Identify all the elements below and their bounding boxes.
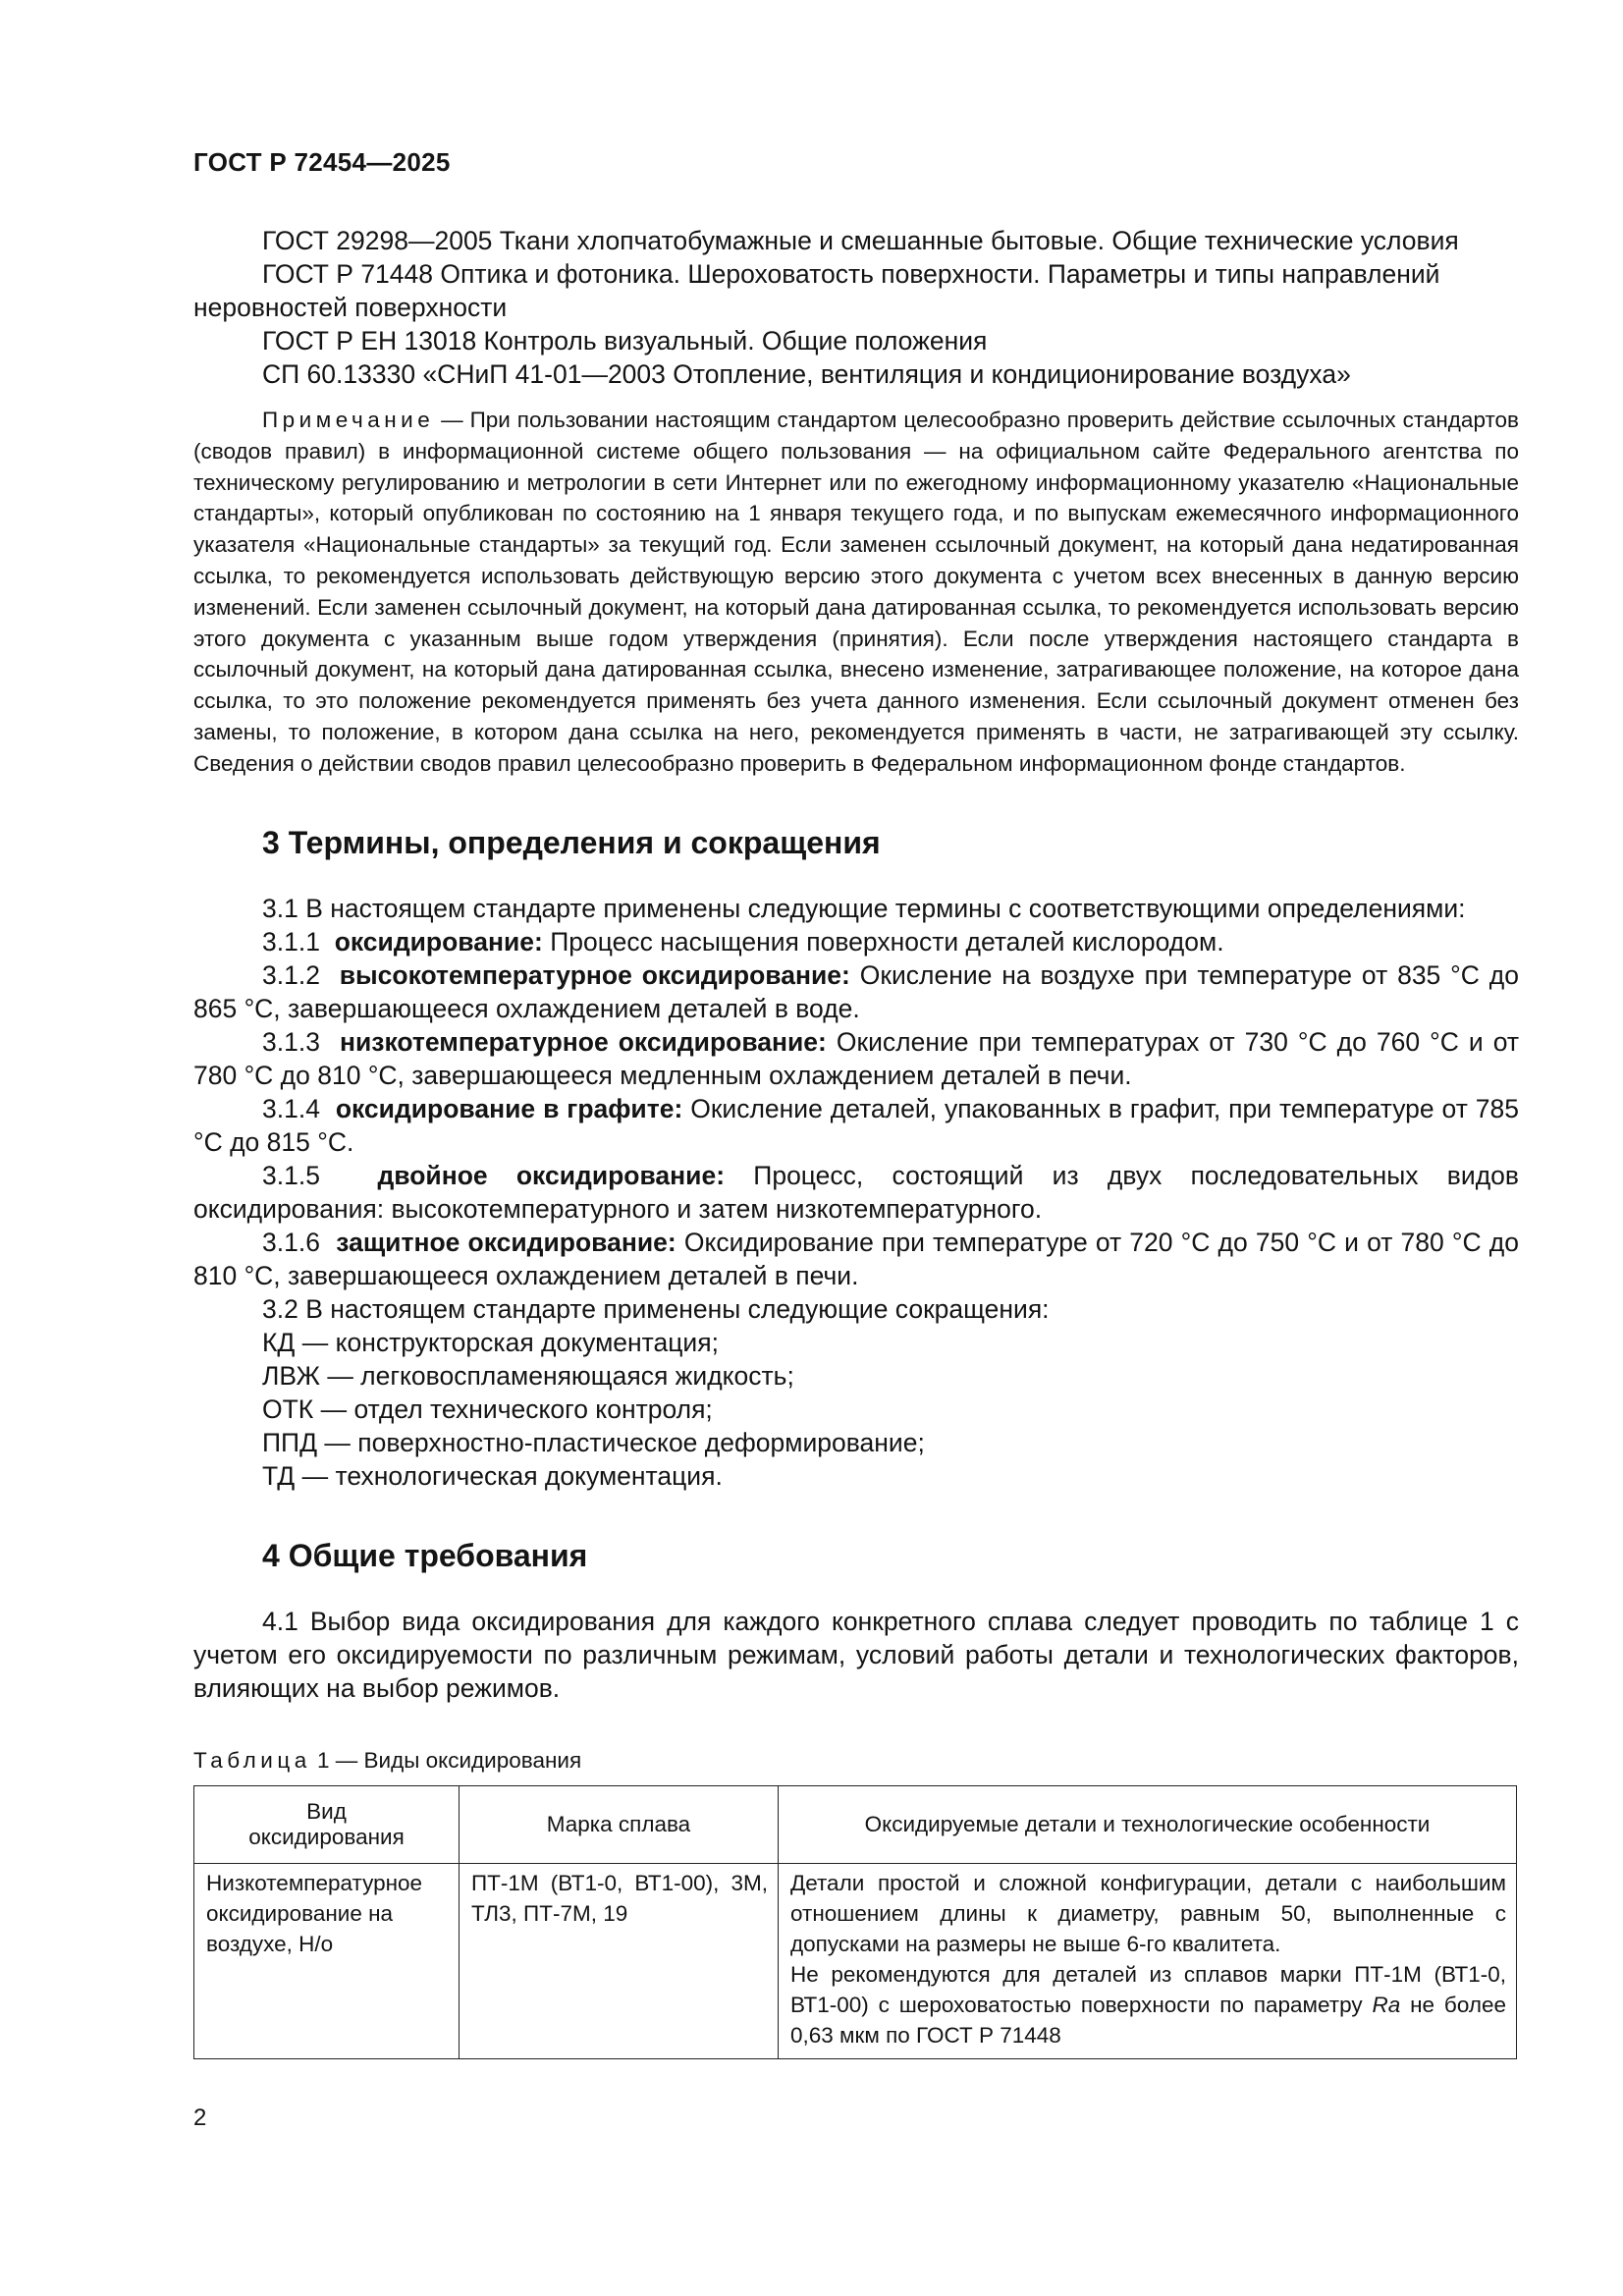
term-name: оксидирование: xyxy=(334,926,543,957)
term-name: защитное оксидирование: xyxy=(336,1227,676,1257)
table-caption-label: Таблица xyxy=(193,1747,311,1773)
reference-item: СП 60.13330 «СНиП 41-01—2003 Отопление, вентиляция и кондиционирование воздуха» xyxy=(262,359,1351,389)
description-text: Не рекомендуются для деталей из сплавов марки ПТ-1М (ВТ1-0, ВТ1-00) с шероховатостью поверхности по параметру xyxy=(790,1961,1506,2017)
description-part: Детали простой и сложной конфигурации, детали с наибольшим отношением длины к диаметру, равным 50, выполненные с допусками на размеры не выше 6-го квалитета. xyxy=(790,1870,1506,1956)
term-definition: Оксидирование при температуре от 720 °С до 750 °С и от 780 °С до 810 °С, завершающееся охлаждением деталей в печи. xyxy=(193,1227,1519,1290)
term-number: 3.1.5 xyxy=(262,1160,320,1190)
term-definition: Окисление деталей, упакованных в графит, при температуре от 785 °С до 815 °С. xyxy=(193,1093,1519,1157)
section-4-paragraph: 4.1 Выбор вида оксидирования для каждого конкретного сплава следует проводить по таблице 1 с учетом его оксидируемости по различным режимам, условий работы детали и технологических факторов, влияющих на выбор режимов. xyxy=(193,1606,1519,1703)
term-name: высокотемпературное оксидирование: xyxy=(339,959,850,990)
term-definition: Процесс насыщения поверхности деталей кислородом. xyxy=(542,926,1224,957)
table-caption-title: 1 — Виды оксидирования xyxy=(310,1747,582,1773)
term-name: низкотемпературное оксидирование: xyxy=(340,1026,827,1057)
table-header-row xyxy=(194,1785,1517,1863)
term-definition: Процесс, состоящий из двух последовательных видов оксидирования: высокотемпературного и затем низкотемпературного. xyxy=(193,1160,1519,1224)
reference-item: ГОСТ 29298—2005 Ткани хлопчатобумажные и смешанные бытовые. Общие технические условия xyxy=(262,226,1459,255)
table-header-cell: Марка сплава xyxy=(460,1785,779,1863)
table-header-cell: Вид оксидирования xyxy=(194,1785,460,1863)
table-row xyxy=(194,1863,1517,2058)
term-name: двойное оксидирование: xyxy=(377,1160,726,1190)
abbreviation-item: ОТК — отдел технического контроля; xyxy=(262,1394,713,1424)
description-part xyxy=(790,1959,1506,2050)
page-number: 2 xyxy=(193,2105,207,2131)
term-number: 3.1.6 xyxy=(262,1227,320,1257)
term-item xyxy=(193,1159,1519,1226)
table-cell-description xyxy=(779,1863,1517,2058)
term-item xyxy=(193,1092,1519,1159)
term-name: оксидирование в графите: xyxy=(335,1093,683,1123)
term-item xyxy=(193,958,1519,1025)
table-caption xyxy=(193,1746,1519,1776)
roughness-parameter: Ra xyxy=(1372,1992,1401,2017)
table-cell-alloy-grade: ПТ-1М (ВТ1-0, ВТ1-00), 3М, ТЛ3, ПТ-7М, 19 xyxy=(460,1863,779,2058)
table-header-cell: Оксидируемые детали и технологические особенности xyxy=(779,1785,1517,1863)
abbreviation-item: ЛВЖ — легковоспламеняющаяся жидкость; xyxy=(262,1360,794,1391)
term-number: 3.1.3 xyxy=(262,1026,320,1057)
abbreviation-item: ППД — поверхностно-пластическое деформирование; xyxy=(262,1427,925,1457)
term-definition: Окисление на воздухе при температуре от 835 °С до 865 °С, завершающееся охлаждением деталей в воде. xyxy=(193,959,1520,1023)
abbreviation-item: ТД — технологическая документация. xyxy=(262,1460,723,1491)
note-text: — При пользовании настоящим стандартом целесообразно проверить действие ссылочных стандартов (сводов правил) в информационной системе общего пользования — на официальном сайте Федерального агентства по техническому регулированию и метрологии в сети Интернет или по ежегодному информационному указателю «Национальные стандарты», который опубликован по состоянию на 1 января текущего года, и по выпускам ежемесячного информационного указателя «Национальные стандарты» за текущий год. Если заменен ссылочный документ, на который дана недатированная ссылка, то рекомендуется использовать действующую версию этого документа с учетом всех внесенных в данную версию изменений. Если заменен ссылочный документ, на который дана датированная ссылка, то рекомендуется использовать версию этого документа с указанным выше годом утверждения (принятия). Если после утверждения настоящего стандарта в ссылочный документ, на который дана датированная ссылка, внесено изменение, затрагивающее положение, на которое дана ссылка, то это положение рекомендуется применять без учета данного изменения. Если ссылочный документ отменен без замены, то положение, в котором дана ссылка на него, рекомендуется применять в части, не затрагивающей эту ссылку. Сведения о действии сводов правил целесообразно проверить в Федеральном информационном фонде стандартов. xyxy=(193,408,1519,776)
page-content xyxy=(193,224,1519,2059)
term-number: 3.1.1 xyxy=(262,926,320,957)
note-label: Примечание xyxy=(262,408,435,432)
term-item xyxy=(193,1025,1519,1092)
term-number: 3.1.2 xyxy=(262,959,320,990)
section-3-intro: 3.1 В настоящем стандарте применены следующие термины с соответствующими определениями: xyxy=(262,893,1466,923)
oxidation-types-table xyxy=(193,1785,1517,2059)
term-item xyxy=(193,1226,1519,1292)
reference-item: ГОСТ Р 71448 Оптика и фотоника. Шероховатость поверхности. Параметры и типы направлений неровностей поверхности xyxy=(193,259,1440,322)
table-cell-oxidation-type: Низкотемпературное оксидирование на воздухе, Н/о xyxy=(194,1863,460,2058)
term-definition: Окисление при температурах от 730 °С до 760 °С и от 780 °С до 810 °С, завершающееся медленным охлаждением деталей в печи. xyxy=(193,1026,1519,1090)
term-number: 3.1.4 xyxy=(262,1093,320,1123)
document-header: ГОСТ Р 72454—2025 xyxy=(193,147,451,177)
reference-item: ГОСТ Р ЕН 13018 Контроль визуальный. Общие положения xyxy=(262,326,988,355)
term-item xyxy=(193,925,1519,958)
note-paragraph xyxy=(193,405,1519,780)
section-4-heading: 4 Общие требования xyxy=(262,1537,588,1573)
section-3-heading: 3 Термины, определения и сокращения xyxy=(262,824,881,860)
description-text: не более 0,63 мкм по ГОСТ Р 71448 xyxy=(790,1992,1506,2048)
abbreviations-intro: 3.2 В настоящем стандарте применены следующие сокращения: xyxy=(262,1293,1050,1324)
abbreviation-item: КД — конструкторская документация; xyxy=(262,1327,719,1357)
